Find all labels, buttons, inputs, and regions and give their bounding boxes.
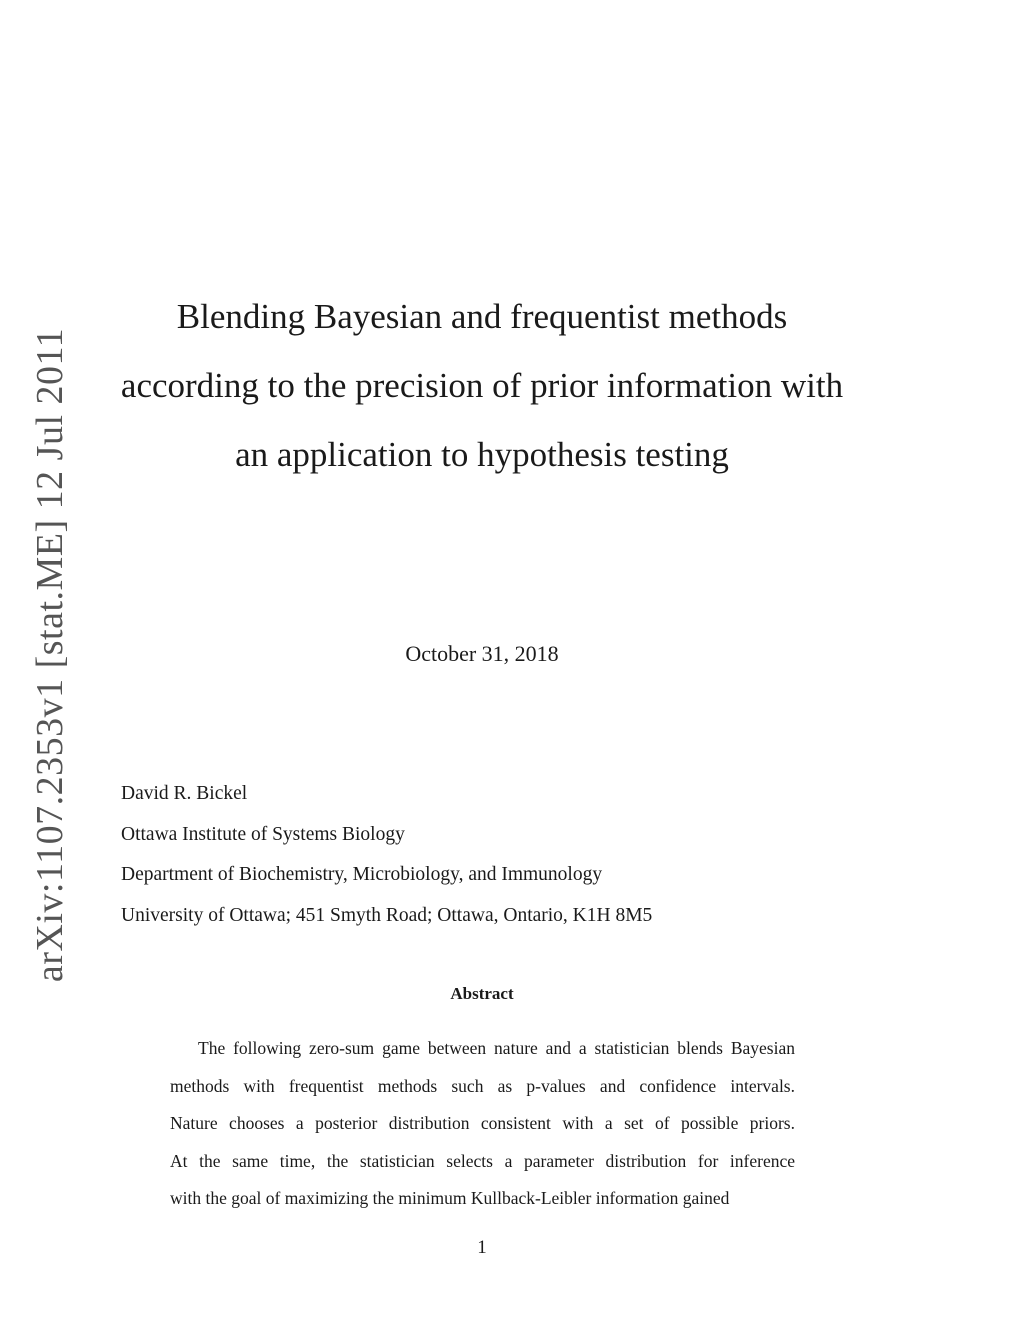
abstract-heading: Abstract [450,984,514,1003]
paper-date: October 31, 2018 [405,641,559,666]
abstract-line: At the same time, the statistician selects a parameter distribution for inference [170,1150,795,1171]
arxiv-identifier-stamp: arXiv:1107.2353v1 [stat.ME] 12 Jul 2011 [29,327,71,983]
abstract-line: The following zero-sum game between nature and a statistician blends Bayesian [198,1038,795,1058]
abstract-line: with the goal of maximizing the minimum Kullback-Leibler information gained [170,1188,730,1209]
author-department: Department of Biochemistry, Microbiology, and Immunology [121,864,603,885]
abstract-line: Nature chooses a posterior distribution consistent with a set of possible priors. [170,1113,795,1134]
title-line-3: an application to hypothesis testing [235,435,729,474]
page-number: 1 [477,1237,487,1258]
author-name: David R. Bickel [121,783,248,804]
abstract-line: methods with frequentist methods such as p-values and confidence intervals. [170,1075,795,1096]
title-line-1: Blending Bayesian and frequentist methods [176,297,788,336]
author-affiliation [121,774,652,936]
paper-title [0,282,964,489]
author-institute: Ottawa Institute of Systems Biology [121,823,405,845]
author-address: University of Ottawa; 451 Smyth Road; Ottawa, Ontario, K1H 8M5 [121,904,653,926]
abstract-body [170,1030,795,1218]
title-line-2: according to the precision of prior information with [120,366,844,405]
